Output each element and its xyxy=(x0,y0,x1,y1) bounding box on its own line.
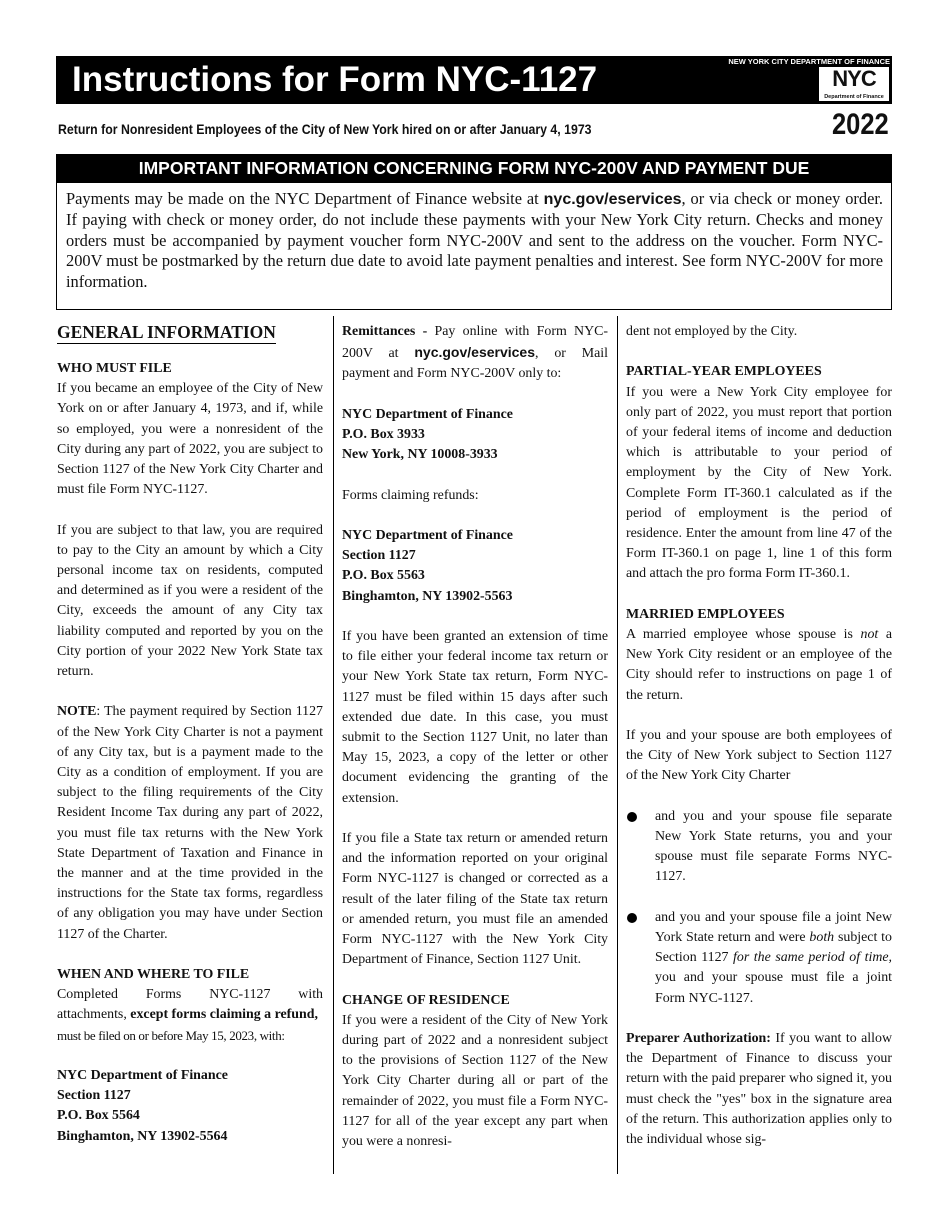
tax-year: 2022 xyxy=(832,108,889,141)
bullet-text-period: for the same period of time, xyxy=(733,950,892,966)
note-label: NOTE xyxy=(57,704,97,720)
department-name: NEW YORK CITY DEPARTMENT OF FINANCE xyxy=(728,57,890,66)
when-where-text xyxy=(57,985,323,1025)
preparer-text: If you want to allow the Department of Finance to discuss your return with the paid preparer who signed it, you must check the "yes" box in the signature area of the return. This authorization applies only to the individual whose sig- xyxy=(626,1031,892,1148)
partial-year-text: If you were a New York City employee for only part of 2022, you must report that portion of your federal items of income and deduction which is attributable to your period of employment by the City of New York. Complete Form IT-360.1 calculated as if the period of employment is the period of residence. Enter the amount from line 47 of the Form IT-360.1 on page 1, line 1 of this form and attach the pro forma Form IT-360.1. xyxy=(626,384,892,582)
married-text-not: not xyxy=(860,627,879,643)
column-2 xyxy=(342,322,608,1172)
bullet-icon xyxy=(627,913,637,923)
page-title: Instructions for Form NYC-1127 xyxy=(72,60,598,99)
department-block xyxy=(700,56,892,104)
note-paragraph xyxy=(57,702,323,944)
remittances-text-a: Pay online with Form NYC-200V at xyxy=(342,324,609,362)
address-line: P.O. Box 3933 xyxy=(342,427,425,442)
bullet-text: and you and your spouse file separate New York State returns, you and your spouse must file separate Forms NYC-1127. xyxy=(655,808,892,885)
when-text-bold: except forms claiming a refund, xyxy=(130,1007,318,1023)
preparer-authorization-label: Preparer Authorization: xyxy=(626,1031,771,1047)
list-item xyxy=(626,807,892,888)
important-text-2: , or via check or money order. If paying with check or money order, do not include these payments with your New York City return. Checks and money orders must be accompanied by payment voucher form NYC-200V and sent to the address on the voucher. Form NYC-200V must be postmarked by the return due date to avoid late payment penalties and interest. See form NYC-200V for more information. xyxy=(66,189,884,291)
change-of-residence-heading: CHANGE OF RESIDENCE xyxy=(342,992,510,1008)
address-line: P.O. Box 5563 xyxy=(342,568,425,584)
important-box xyxy=(56,182,892,310)
address-line: Binghamton, NY 13902-5563 xyxy=(342,588,513,604)
remittances-text-b: , or Mail payment and Form NYC-200V only to: xyxy=(342,346,608,382)
list-item xyxy=(626,908,892,1009)
change-of-residence-text: If you were a resident of the City of New York during part of 2022 and a nonresident subject to the provisions of Section 1127 of the New York City Charter during all or part of the remainder of 2022, you must file a Form NYC-1127 for all of the year except any part when you were a nonresi- xyxy=(342,1012,608,1150)
married-text-b: a New York City resident or an employee of the City should refer to instructions on page 1 of the return. xyxy=(626,627,893,703)
both-employees-text: If you and your spouse are both employees of the City of New York subject to Section 1127 of the New York City Charter xyxy=(626,728,892,784)
when-text-a: Completed Forms NYC-1127 with attachments, xyxy=(57,987,323,1023)
married-employees-heading: MARRIED EMPLOYEES xyxy=(626,606,785,622)
logo-text: NYC xyxy=(832,66,876,91)
preparer-authorization-text xyxy=(626,1029,892,1150)
general-info-heading: GENERAL INFORMATION xyxy=(57,322,276,342)
refunds-label: Forms claiming refunds: xyxy=(342,487,479,503)
important-text-1: Payments may be made on the NYC Department of Finance website at xyxy=(66,189,539,208)
address-line: Section 1127 xyxy=(342,548,416,564)
eservices-link[interactable]: nyc.gov/eservices xyxy=(543,191,682,208)
who-must-file-heading: WHO MUST FILE xyxy=(57,361,172,376)
title-bar xyxy=(56,56,700,104)
remittances-paragraph xyxy=(342,322,608,385)
column-1 xyxy=(57,322,323,1147)
important-heading: IMPORTANT INFORMATION CONCERNING FORM NYC-200V AND PAYMENT DUE xyxy=(56,154,892,182)
continued-text: dent not employed by the City. xyxy=(626,324,798,339)
extension-text: If you have been granted an extension of time to file either your federal income tax return or your New York State tax return, Form NYC-1127 must be filed within 15 days after such extended due date. In this case, you must submit to the Section 1127 Unit, no later than May 15, 2023, a copy of the letter or other document evidencing the granting of the extension. xyxy=(342,628,608,806)
address-line: P.O. Box 5564 xyxy=(57,1108,140,1124)
bullet-text-b: subject to Section 1127 xyxy=(655,930,892,966)
married-text-a: A married employee whose spouse is xyxy=(626,627,861,643)
note-text: : The payment required by Section 1127 of the New York City Charter is not a payment of any City tax, but is a payment made to the City as a condition of employment. If you are subject to the filing requirements of the City Resident Income Tax during any part of 2022, you must file tax returns with the New York State Department of Taxation and Finance in the manner and at the time provided in the instructions for the State tax forms, regardless of any obligation you may have under Section 1127 of the Charter. xyxy=(57,704,323,942)
address-line: Binghamton, NY 13902-5564 xyxy=(57,1128,228,1144)
when-text-b: must be filed on or before May 15, 2023, with: xyxy=(57,1027,285,1043)
address-line: NYC Department of Finance xyxy=(342,527,513,543)
who-must-file-text: If you became an employee of the City of New York on or after January 4, 1973, and if, while so employed, you were a nonresident of the City during any part of 2022, you are subject to Section 1127 of the New York City Charter and must file Form NYC-1127. xyxy=(57,381,323,498)
remittances-label: Remittances - xyxy=(342,324,428,339)
bullet-text-a: and you and your spouse file a joint New York State return and were xyxy=(655,909,892,946)
address-line: NYC Department of Finance xyxy=(57,1068,228,1084)
address-line: NYC Department of Finance xyxy=(342,406,513,422)
law-text: If you are subject to that law, you are required to pay to the City an amount by which a City personal income tax on residents, computed and determined as if you were a resident of the City, exceeds the amount of any City tax liability computed and reported by you on the City portion of your 2022 New York State tax return. xyxy=(57,522,323,680)
address-line: New York, NY 10008-3933 xyxy=(342,447,498,463)
bullet-text-c: you and your spouse must file a joint Form NYC-1127. xyxy=(655,970,892,1006)
when-where-heading: WHEN AND WHERE TO FILE xyxy=(57,967,250,983)
form-subtitle: Return for Nonresident Employees of the City of New York hired on or after January 4, 1973 xyxy=(58,121,592,137)
bullet-text-both: both xyxy=(809,930,835,946)
bullet-icon xyxy=(627,812,637,822)
logo-subtext: Department of Finance xyxy=(824,94,884,100)
address-line: Section 1127 xyxy=(57,1088,131,1104)
column-divider xyxy=(333,316,334,1174)
column-divider xyxy=(617,316,618,1174)
amended-text: If you file a State tax return or amended return and the information reported on your original Form NYC-1127 is changed or corrected as a result of the later filing of the State tax return or amended return, you must file an amended Form NYC-1127 with the New York City Department of Finance, Section 1127 Unit. xyxy=(342,831,608,968)
column-3 xyxy=(626,322,892,1170)
partial-year-heading: PARTIAL-YEAR EMPLOYEES xyxy=(626,364,822,380)
eservices-link[interactable]: nyc.gov/eservices xyxy=(414,344,535,361)
married-employees-text xyxy=(626,625,892,706)
nyc-logo xyxy=(818,66,890,102)
